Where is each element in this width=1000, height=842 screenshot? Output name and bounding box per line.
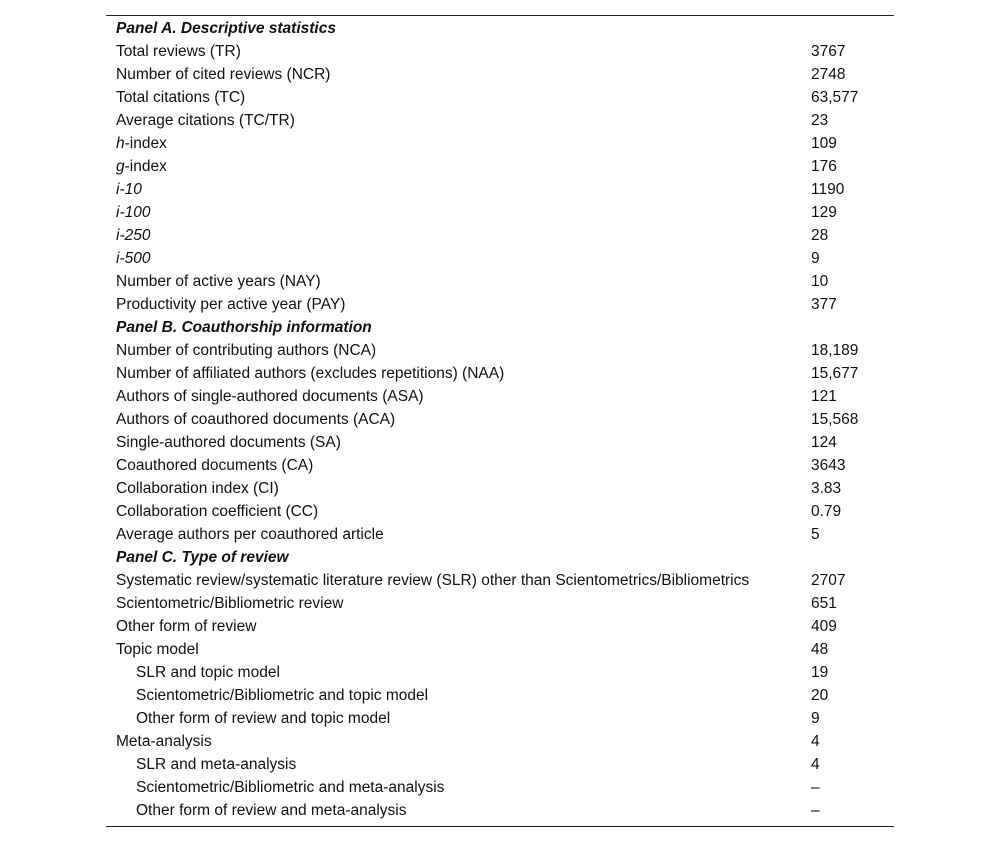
row-label: Number of contributing authors (NCA) [116, 342, 377, 359]
table-row [106, 454, 894, 477]
row-label: Average authors per coauthored article [116, 526, 384, 543]
row-value: 23 [811, 112, 829, 129]
table-row-sub [106, 776, 894, 799]
row-value: 28 [811, 227, 829, 244]
row-value: – [811, 779, 820, 796]
table-row-sub [106, 661, 894, 684]
row-label: Coauthored documents (CA) [116, 457, 314, 474]
table-row [106, 201, 894, 224]
row-label: Authors of single-authored documents (ASA) [116, 388, 424, 405]
row-label: Average citations (TC/TR) [116, 112, 295, 129]
table-row-sub [106, 799, 894, 822]
row-label: Single-authored documents (SA) [116, 434, 341, 451]
row-label: Number of cited reviews (NCR) [116, 66, 331, 83]
row-label: SLR and topic model [136, 664, 280, 681]
row-value: 651 [811, 595, 837, 612]
table-row [106, 155, 894, 178]
row-value: 0.79 [811, 503, 842, 520]
row-value: 15,568 [811, 411, 859, 428]
row-value: 9 [811, 250, 820, 267]
table-row [106, 178, 894, 201]
table-row [106, 431, 894, 454]
table-row-sub [106, 684, 894, 707]
row-value: 2707 [811, 572, 846, 589]
table-row [106, 730, 894, 753]
row-value: 377 [811, 296, 837, 313]
panel-b-title: Panel B. Coauthorship information [116, 319, 372, 336]
row-value: 48 [811, 641, 829, 658]
row-label: Topic model [116, 641, 199, 658]
row-label: i-10 [116, 181, 142, 198]
table-row [106, 500, 894, 523]
table-row [106, 293, 894, 316]
row-value: 121 [811, 388, 837, 405]
row-value: 129 [811, 204, 837, 221]
table-row [106, 270, 894, 293]
row-value: 15,677 [811, 365, 859, 382]
row-value: 3767 [811, 43, 846, 60]
row-label-prefix: g [116, 158, 125, 175]
row-value: 18,189 [811, 342, 859, 359]
row-label: Collaboration index (CI) [116, 480, 279, 497]
row-label: SLR and meta-analysis [136, 756, 297, 773]
table-row [106, 40, 894, 63]
table-row [106, 592, 894, 615]
table-row [106, 638, 894, 661]
row-value: 3.83 [811, 480, 842, 497]
row-label: Meta-analysis [116, 733, 212, 750]
row-label-suffix: -index [124, 158, 167, 175]
row-value: 124 [811, 434, 837, 451]
table-row-sub [106, 753, 894, 776]
row-label: Authors of coauthored documents (ACA) [116, 411, 396, 428]
panel-b-header [106, 316, 894, 339]
row-label: Other form of review [116, 618, 257, 635]
row-label: Total citations (TC) [116, 89, 246, 106]
panel-a-title: Panel A. Descriptive statistics [116, 20, 336, 37]
panel-c-header [106, 546, 894, 569]
row-label: i-500 [116, 250, 151, 267]
row-value: 9 [811, 710, 820, 727]
table-row [106, 477, 894, 500]
row-label-prefix: h [116, 135, 125, 152]
table-row [106, 569, 894, 592]
panel-a-header [106, 17, 894, 40]
row-value: 409 [811, 618, 837, 635]
row-label: Other form of review and meta-analysis [136, 802, 407, 819]
table-row [106, 63, 894, 86]
row-label: Scientometric/Bibliometric and meta-analysis [136, 779, 445, 796]
row-label: i-250 [116, 227, 151, 244]
table-row [106, 224, 894, 247]
row-label: Total reviews (TR) [116, 43, 241, 60]
panel-c-title: Panel C. Type of review [116, 549, 289, 566]
table-row [106, 247, 894, 270]
statistics-table [106, 15, 894, 827]
row-value: 176 [811, 158, 837, 175]
row-value: 5 [811, 526, 820, 543]
row-label: Productivity per active year (PAY) [116, 296, 346, 313]
table-row [106, 132, 894, 155]
table-row [106, 339, 894, 362]
row-value: 4 [811, 756, 820, 773]
row-value: – [811, 802, 820, 819]
row-label: Scientometric/Bibliometric review [116, 595, 344, 612]
row-label: Number of affiliated authors (excludes repetitions) (NAA) [116, 365, 505, 382]
row-label: Systematic review/systematic literature review (SLR) other than Scientometrics/Bibliometrics [116, 572, 750, 589]
table-row [106, 109, 894, 132]
row-value: 109 [811, 135, 837, 152]
row-value: 2748 [811, 66, 846, 83]
row-value: 20 [811, 687, 829, 704]
row-label: Number of active years (NAY) [116, 273, 321, 290]
row-label [116, 155, 167, 178]
table-row [106, 362, 894, 385]
table-row [106, 86, 894, 109]
table-row-sub [106, 707, 894, 730]
row-label [116, 132, 167, 155]
row-label: i-100 [116, 204, 151, 221]
row-value: 19 [811, 664, 829, 681]
table-row [106, 385, 894, 408]
table-row [106, 408, 894, 431]
row-value: 10 [811, 273, 829, 290]
row-value: 63,577 [811, 89, 859, 106]
row-value: 3643 [811, 457, 846, 474]
row-value: 4 [811, 733, 820, 750]
row-value: 1190 [811, 181, 845, 198]
table-row [106, 523, 894, 546]
table-row [106, 615, 894, 638]
row-label: Scientometric/Bibliometric and topic model [136, 687, 429, 704]
row-label: Other form of review and topic model [136, 710, 391, 727]
row-label: Collaboration coefficient (CC) [116, 503, 319, 520]
row-label-suffix: -index [124, 135, 167, 152]
